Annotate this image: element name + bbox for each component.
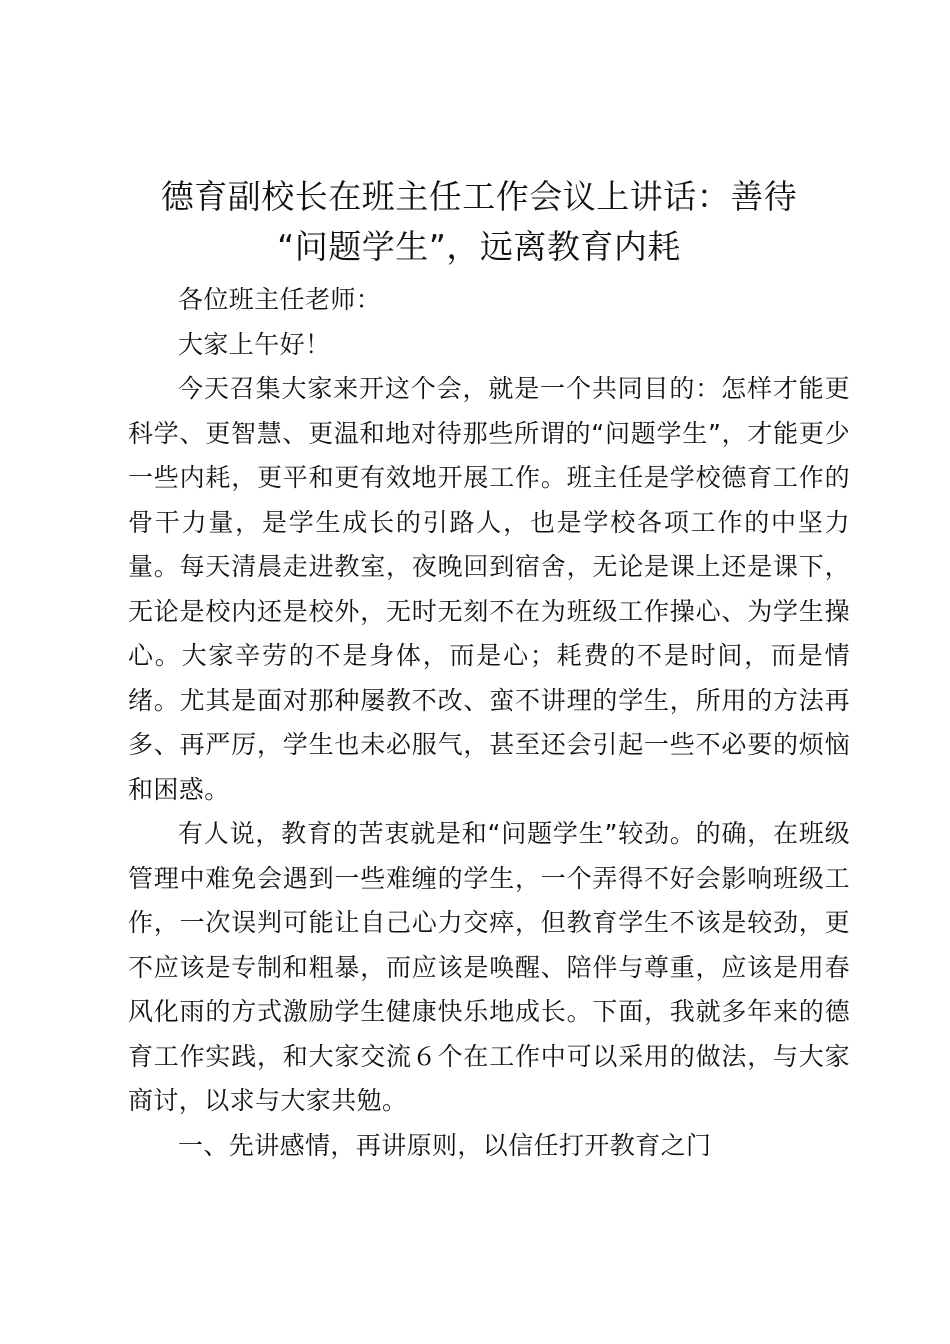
title-line-1: 德育副校长在班主任工作会议上讲话：善待 (160, 177, 798, 216)
greeting: 大家上午好！ (178, 329, 331, 359)
section-1-heading: 一、先讲感情，再讲原则，以信任打开教育之门 (178, 1130, 712, 1160)
title-line-2: “问题学生”，远离教育内耗 (277, 227, 681, 266)
document-title (118, 172, 840, 272)
document-body (128, 278, 850, 1168)
paragraph-2: 有人说，教育的苦衷就是和“问题学生”较劲。的确，在班级管理中难免会遇到一些难缠的学生，一个弄得不好会影响班级工作，一次误判可能让自己心力交瘁，但教育学生不该是较劲，更不应该是专制和粗暴，而应该是唤醒、陪伴与尊重，应该是用春风化雨的方式激励学生健康快乐地成长。下面，我就多年来的德育工作实践，和大家交流６个在工作中可以采用的做法，与大家商讨，以求与大家共勉。 (128, 819, 850, 1115)
paragraph-1: 今天召集大家来开这个会，就是一个共同目的：怎样才能更科学、更智慧、更温和地对待那些所谓的“问题学生”，才能更少一些内耗，更平和更有效地开展工作。班主任是学校德育工作的骨干力量，是学生成长的引路人，也是学校各项工作的中坚力量。每天清晨走进教室，夜晚回到宿舍，无论是课上还是课下，无论是校内还是校外，无时无刻不在为班级工作操心、为学生操心。大家辛劳的不是身体，而是心；耗费的不是时间，而是情绪。尤其是面对那种屡教不改、蛮不讲理的学生，所用的方法再多、再严厉，学生也未必服气，甚至还会引起一些不必要的烦恼和困惑。 (128, 374, 850, 804)
salutation: 各位班主任老师： (178, 285, 382, 314)
